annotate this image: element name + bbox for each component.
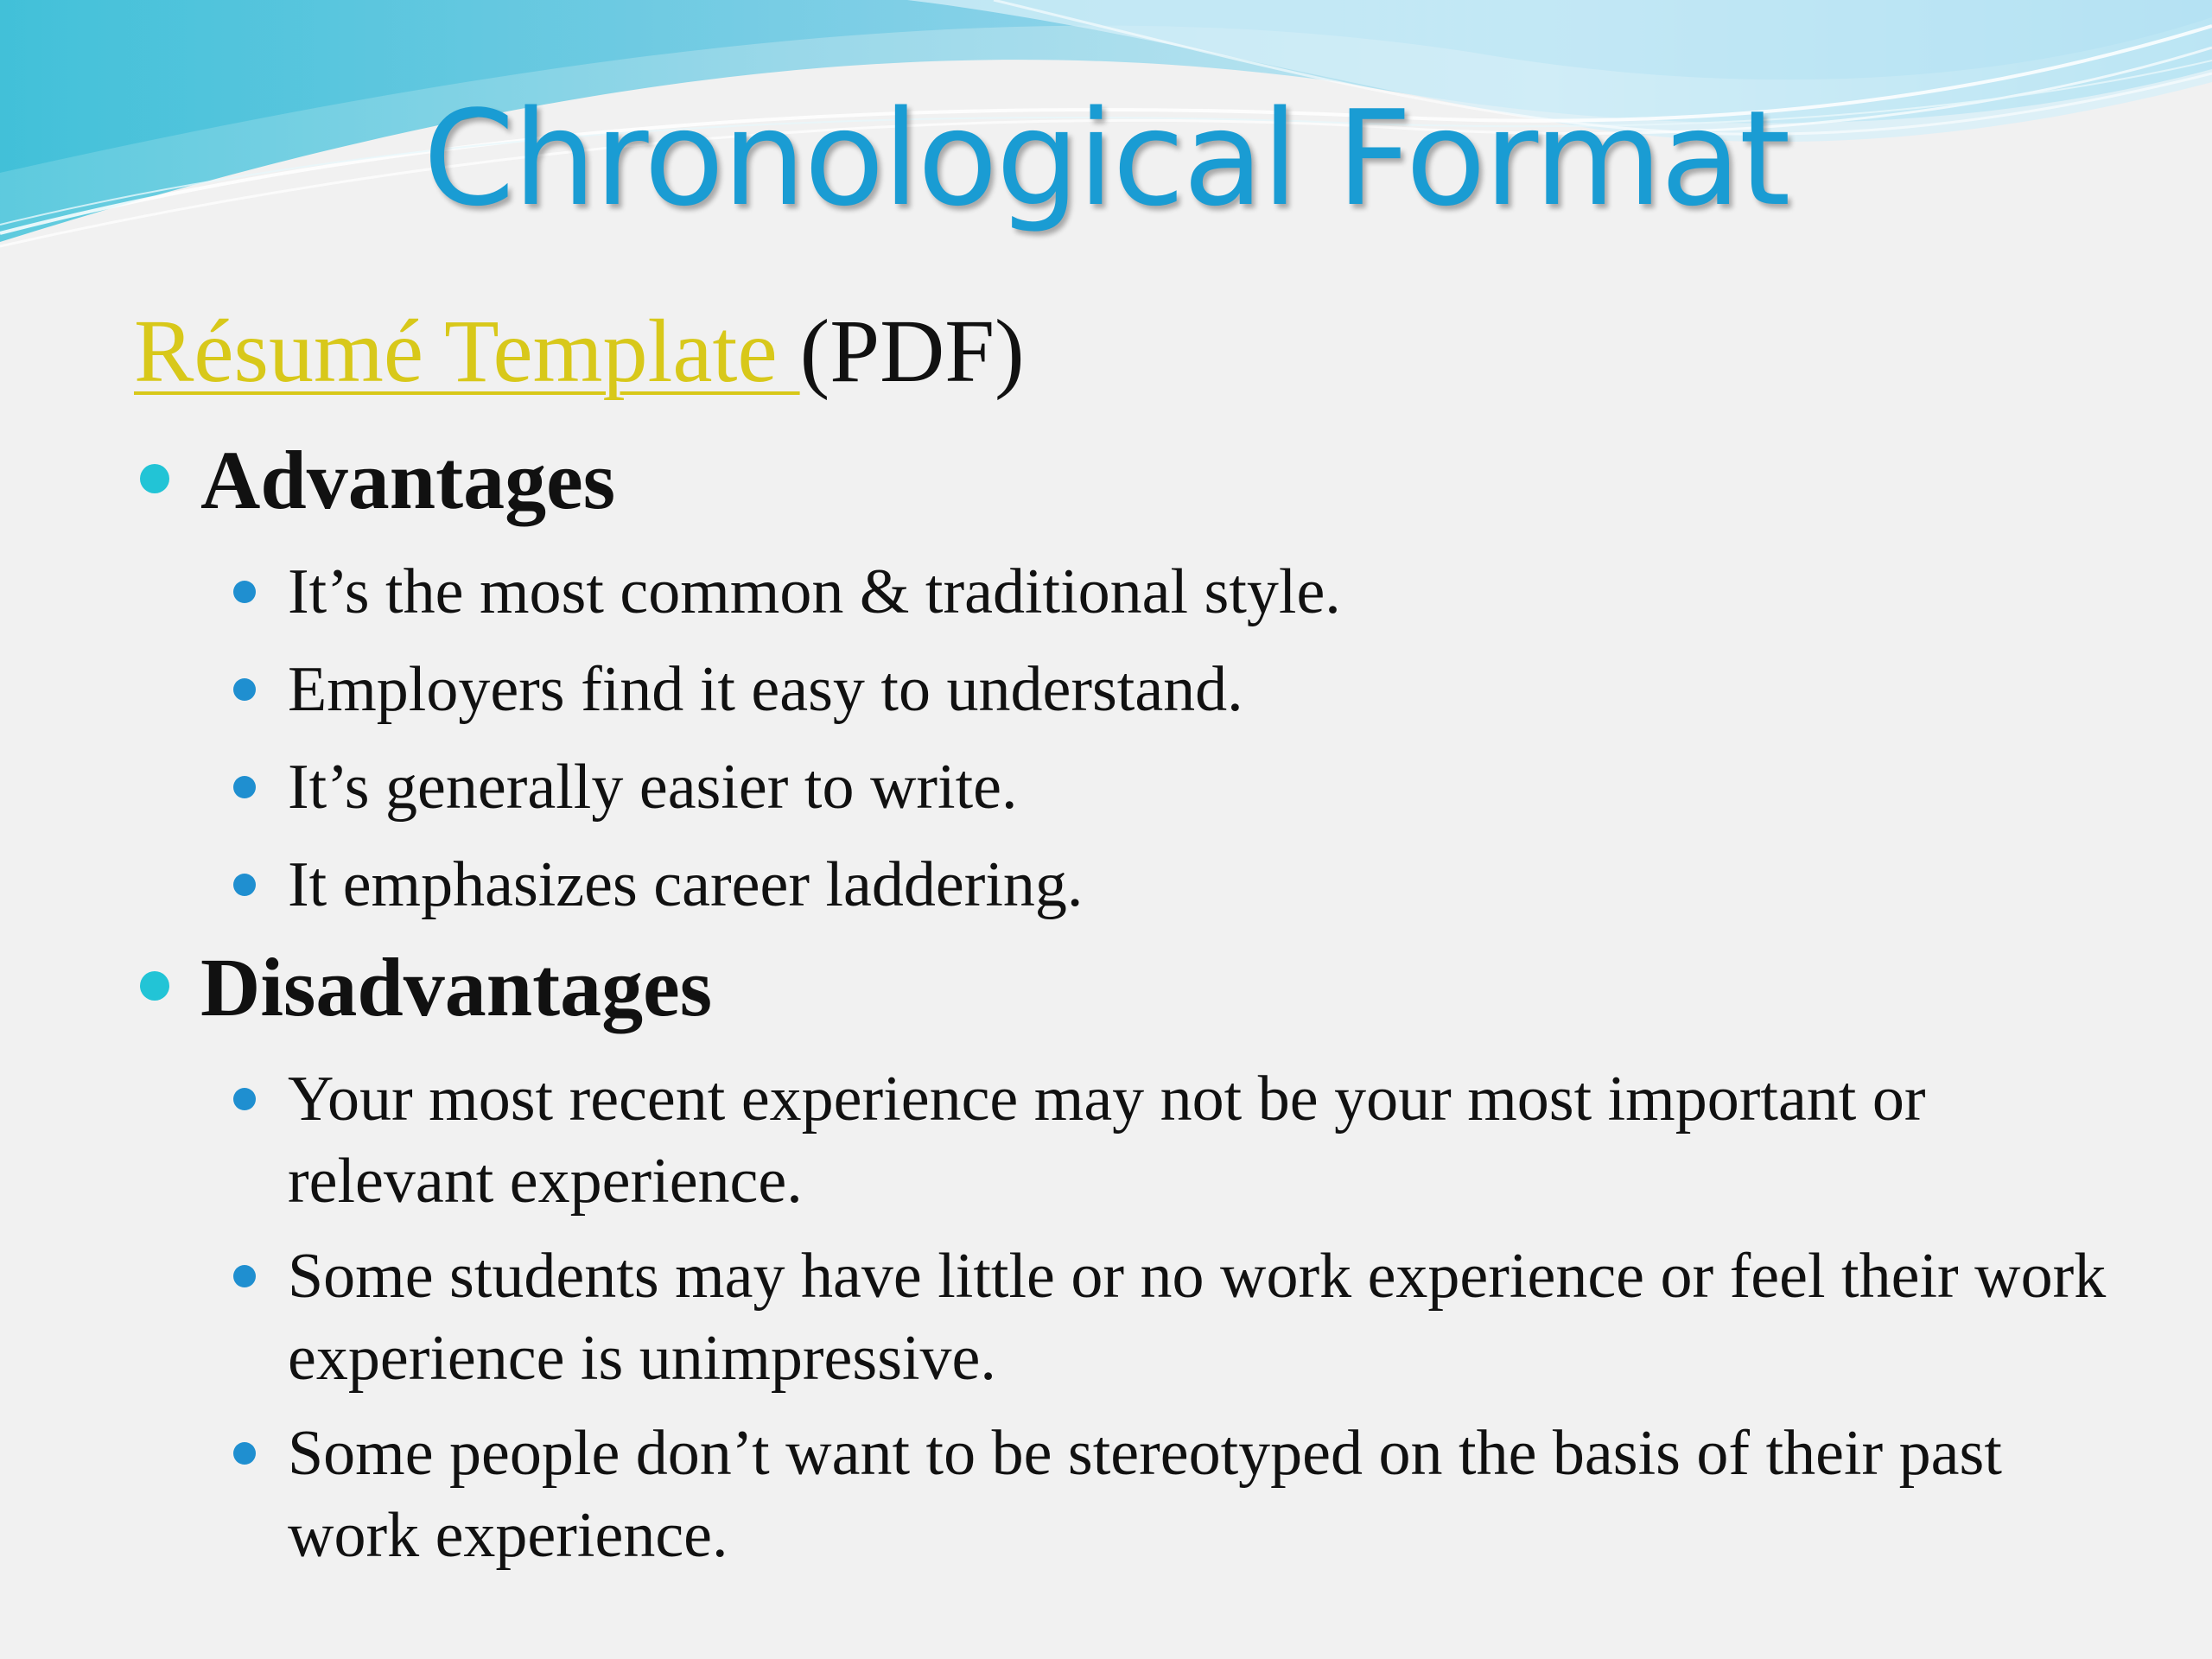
disadvantages-heading: Disadvantages [200, 941, 713, 1033]
bullet-icon [233, 1442, 256, 1465]
bullet-icon [233, 678, 256, 701]
disadvantage-item: Your most recent experience may not be your most important or relevant experience. [288, 1064, 1926, 1217]
bullet-icon [233, 776, 256, 798]
advantage-item: Employers find it easy to understand. [288, 654, 1243, 725]
template-format-label: (PDF) [799, 302, 1025, 401]
disadvantage-item: Some students may have little or no work experience or feel their work experience is unimpressive. [288, 1241, 2107, 1394]
bullet-icon [233, 874, 256, 896]
slide-title: Chronological Format [423, 82, 1789, 235]
advantage-item: It emphasizes career laddering. [288, 849, 1084, 920]
disadvantages-bullet-icon [140, 971, 169, 1001]
advantage-item: It’s the most common & traditional style. [288, 556, 1341, 627]
resume-template-link[interactable]: Résumé Template [134, 302, 800, 401]
advantage-item: It’s generally easier to write. [288, 752, 1018, 823]
bullet-icon [233, 1088, 256, 1110]
disadvantage-item: Some people don’t want to be stereotyped on the basis of their past work experience. [288, 1418, 2002, 1571]
advantages-heading: Advantages [200, 434, 616, 526]
bullet-icon [233, 581, 256, 603]
template-line [134, 302, 1025, 401]
advantages-bullet-icon [140, 464, 169, 493]
bullet-icon [233, 1265, 256, 1287]
